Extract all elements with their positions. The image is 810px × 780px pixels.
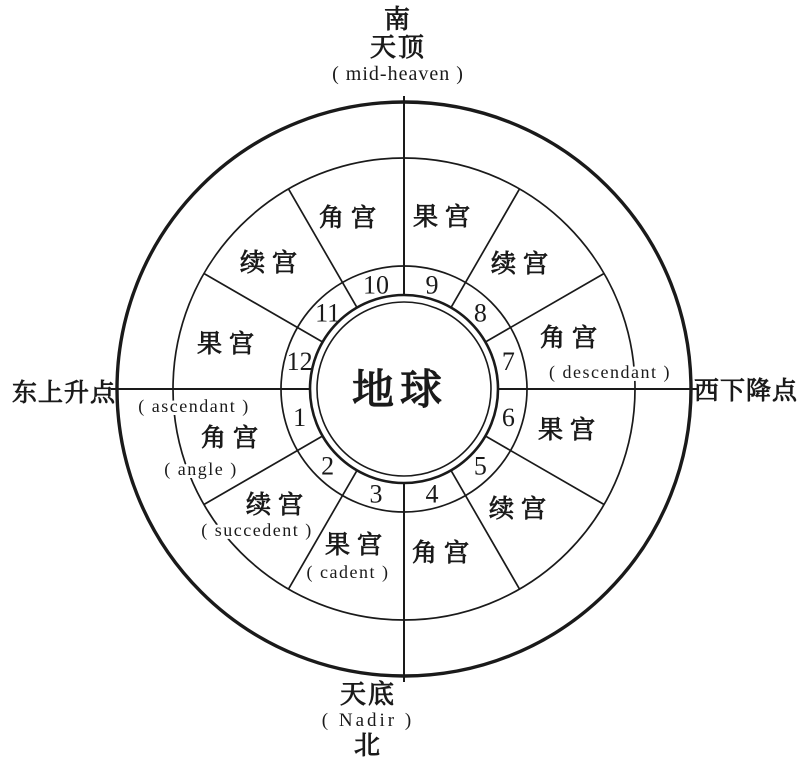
- house-annotation-3: ( cadent ): [306, 562, 390, 582]
- house-number-1: 1: [293, 402, 307, 432]
- west-descendant-point-label: 西下降点: [694, 378, 799, 405]
- nadir-cn-label: 天底: [339, 680, 397, 709]
- house-number-3: 3: [369, 479, 383, 509]
- house-type-label-8: 续宫: [490, 251, 556, 278]
- house-divider-line: [485, 436, 604, 505]
- house-number-6: 6: [501, 402, 515, 432]
- house-number-4: 4: [425, 479, 439, 509]
- house-type-label-6: 果宫: [537, 417, 603, 444]
- house-number-9: 9: [425, 270, 439, 300]
- east-ascendant-point-label: 东上升点: [12, 380, 117, 407]
- compass-bottom-labels: [322, 681, 414, 760]
- house-number-2: 2: [321, 451, 335, 481]
- house-type-label-9: 果宫: [412, 204, 478, 231]
- house-number-11: 11: [315, 298, 341, 328]
- ascendant-annotation: ( ascendant ): [138, 396, 250, 416]
- house-type-label-4: 角宫: [411, 540, 477, 567]
- house-type-label-2: 续宫: [245, 492, 311, 519]
- house-annotation-1: ( angle ): [164, 459, 238, 479]
- mid-heaven-label: ( mid-heaven ): [332, 63, 464, 86]
- earth-label: 地球: [351, 368, 449, 414]
- house-number-12: 12: [286, 347, 313, 377]
- house-type-label-12: 果宫: [196, 331, 262, 358]
- nadir-en-label: ( Nadir ): [321, 710, 415, 732]
- house-type-label-7: 角宫: [539, 325, 605, 352]
- house-annotation-7: ( descendant ): [549, 362, 671, 382]
- house-number-10: 10: [363, 270, 390, 300]
- house-number-5: 5: [473, 451, 487, 481]
- north-label: 北: [353, 730, 383, 760]
- house-type-label-3: 果宫: [324, 532, 390, 559]
- house-number-8: 8: [473, 298, 487, 328]
- house-type-label-1: 角宫: [200, 425, 266, 452]
- house-divider-line: [451, 470, 520, 589]
- house-type-label-10: 角宫: [318, 205, 384, 232]
- compass-top-labels: [332, 6, 464, 86]
- zenith-label: 天顶: [369, 33, 427, 63]
- house-type-label-5: 续宫: [488, 496, 554, 523]
- house-number-7: 7: [501, 347, 515, 377]
- south-label: 南: [383, 5, 413, 34]
- house-type-label-11: 续宫: [239, 250, 305, 277]
- house-annotation-2: ( succedent ): [201, 520, 313, 540]
